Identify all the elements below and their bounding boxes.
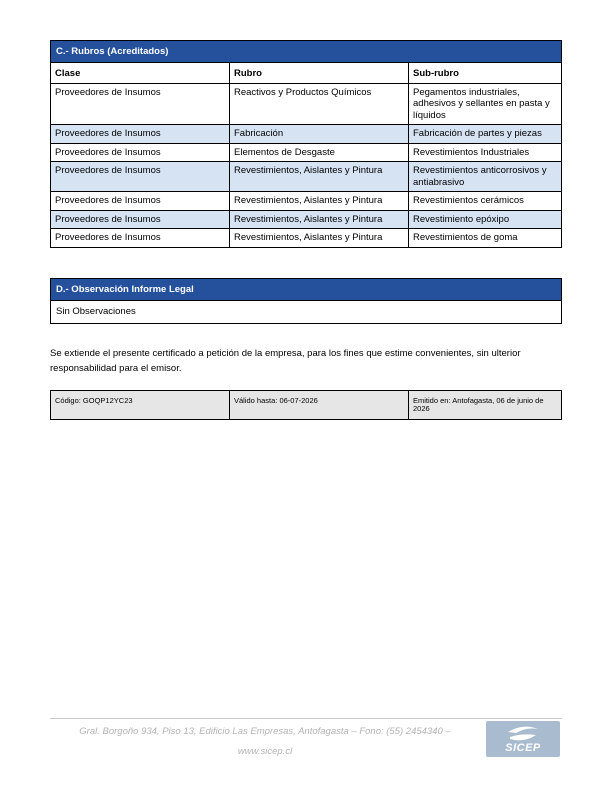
cell-clase: Proveedores de Insumos [51, 192, 230, 211]
cell-sub-rubro: Fabricación de partes y piezas [409, 125, 562, 144]
cell-sub-rubro: Revestimientos anticorrosivos y antiabrasivo [409, 162, 562, 192]
cell-rubro: Elementos de Desgaste [230, 143, 409, 162]
logo-text: SICEP [505, 742, 541, 754]
header-clase: Clase [51, 63, 230, 83]
codigo-text: Código: GOQP12YC23 [51, 391, 230, 419]
cell-rubro: Fabricación [230, 125, 409, 144]
table-row [51, 229, 561, 247]
cell-rubro: Revestimientos, Aislantes y Pintura [230, 229, 409, 247]
observacion-section [50, 278, 562, 324]
cell-sub-rubro: Revestimientos de goma [409, 229, 562, 247]
cell-rubro: Revestimientos, Aislantes y Pintura [230, 192, 409, 211]
valido-text: Válido hasta: 06-07-2026 [230, 391, 409, 419]
cell-clase: Proveedores de Insumos [51, 162, 230, 192]
rubros-table [51, 63, 561, 247]
emitido-text: Emitido en: Antofagasta, 06 de junio de 2026 [409, 391, 562, 419]
rubros-title: C.- Rubros (Acreditados) [51, 41, 561, 63]
observacion-title: D.- Observación Informe Legal [51, 279, 561, 301]
cell-clase: Proveedores de Insumos [51, 83, 230, 125]
table-header-row [51, 63, 561, 83]
rubros-section [50, 40, 562, 248]
table-row [51, 125, 561, 144]
cell-rubro: Revestimientos, Aislantes y Pintura [230, 162, 409, 192]
footer-address: Gral. Borgoño 934, Piso 13, Edificio Las Empresas, Antofagasta – Fono: (55) 2454340 – [79, 726, 451, 737]
page-footer [50, 718, 562, 758]
footer-divider [50, 718, 562, 719]
cell-sub-rubro: Revestimientos Industriales [409, 143, 562, 162]
header-sub-rubro: Sub-rubro [409, 63, 562, 83]
sicep-logo [486, 721, 560, 757]
table-row [51, 192, 561, 211]
table-row [51, 83, 561, 125]
certificado-paragraph: Se extiende el presente certificado a petición de la empresa, para los fines que estime convenientes, sin ulterior responsabilidad para el emisor. [50, 348, 521, 374]
meta-table [50, 390, 562, 420]
cell-rubro: Reactivos y Productos Químicos [230, 83, 409, 125]
cell-sub-rubro: Revestimientos cerámicos [409, 192, 562, 211]
table-row [51, 210, 561, 229]
cell-rubro: Revestimientos, Aislantes y Pintura [230, 210, 409, 229]
header-rubro: Rubro [230, 63, 409, 83]
cell-clase: Proveedores de Insumos [51, 125, 230, 144]
cell-sub-rubro: Pegamentos industriales, adhesivos y sellantes en pasta y líquidos [409, 83, 562, 125]
observacion-text: Sin Observaciones [56, 306, 136, 317]
table-row [51, 162, 561, 192]
cell-sub-rubro: Revestimiento epóxipo [409, 210, 562, 229]
footer-text [50, 722, 480, 762]
table-row [51, 143, 561, 162]
cell-clase: Proveedores de Insumos [51, 210, 230, 229]
footer-website: www.sicep.cl [237, 746, 293, 757]
cell-clase: Proveedores de Insumos [51, 229, 230, 247]
meta-row [51, 391, 561, 419]
cell-clase: Proveedores de Insumos [51, 143, 230, 162]
